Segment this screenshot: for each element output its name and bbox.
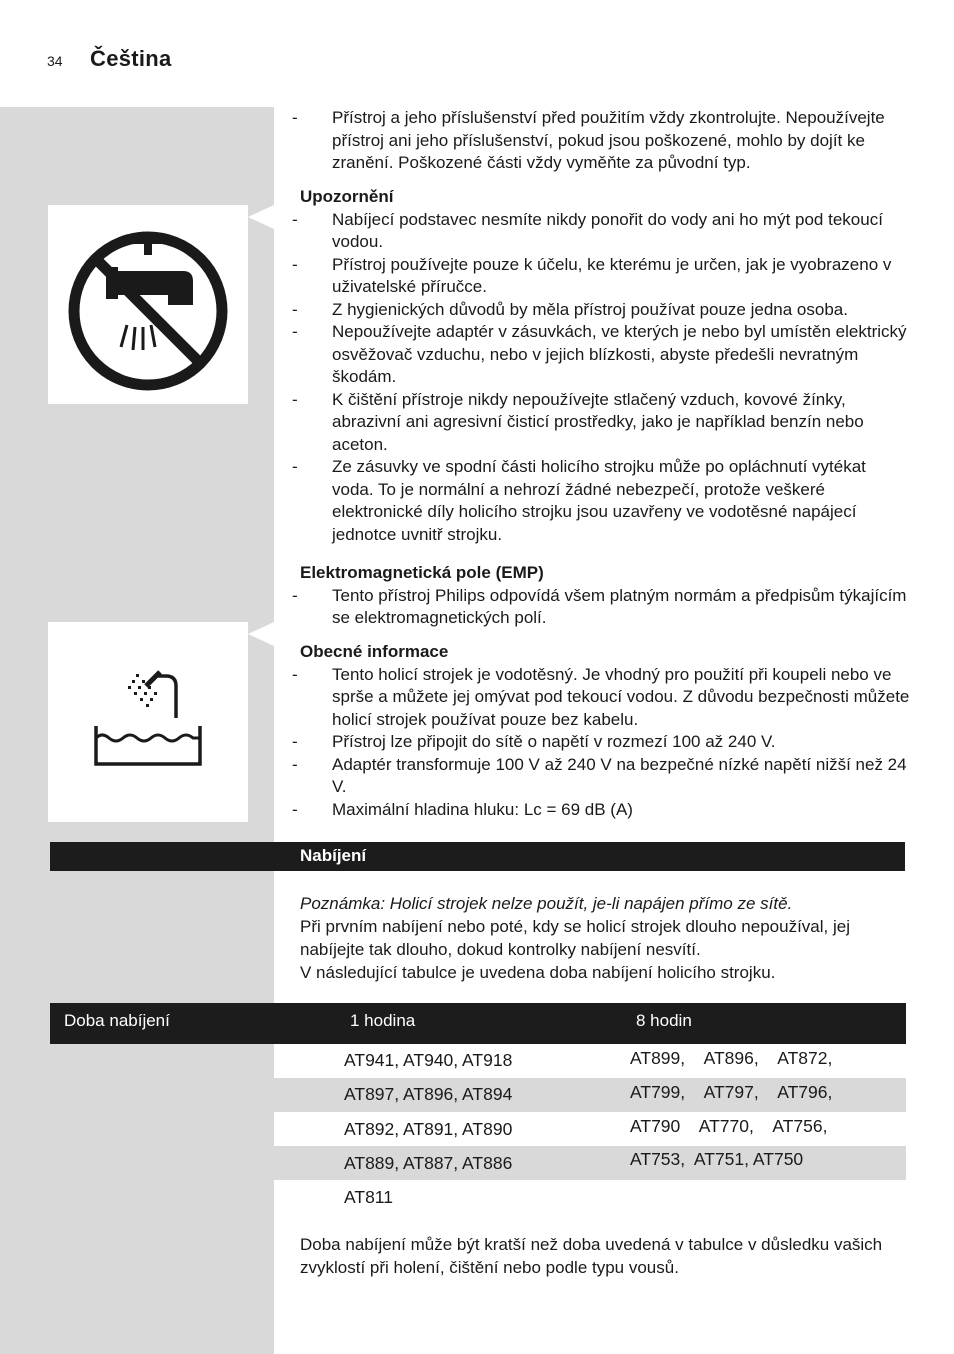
charging-heading: Nabíjení <box>300 846 367 865</box>
list-item: - K čištění přístroje nikdy nepoužívejte stlačený vzduch, kovové žínky, abrazivní ani agresivní čisticí prostředky, jako je například benzín nebo aceton. <box>292 389 910 457</box>
list-item: - Tento přístroj Philips odpovídá všem platným normám a předpisům týkajícím se elektromagnetických polí. <box>292 585 910 630</box>
charging-paragraph: Při prvním nabíjení nebo poté, kdy se holicí strojek dlouho nepoužíval, jej nabíjejte tak dlouho, dokud kontrolky nabíjení nesvítí. <box>300 917 850 959</box>
list-item: - Přístroj používejte pouze k účelu, ke kterému je určen, jak je vyobrazeno v uživatelské příručce. <box>292 254 910 299</box>
icon-box-no-water <box>48 205 248 404</box>
charging-paragraph: V následující tabulce je uvedena doba nabíjení holicího strojku. <box>300 963 776 982</box>
charging-footnote: Doba nabíjení může být kratší než doba uvedená v tabulce v důsledku vašich zvyklostí při holení, čištění nebo podle typu vousů. <box>300 1235 883 1277</box>
list-item: - Adaptér transformuje 100 V až 240 V na bezpečné nízké napětí nižší než 24 V. <box>292 754 910 799</box>
table-header-cell: 1 hodina <box>350 1011 416 1030</box>
general-heading: Obecné informace <box>300 642 449 661</box>
charging-text <box>300 892 900 984</box>
table-header-cell: 8 hodin <box>636 1011 692 1030</box>
no-tap-water-icon <box>48 205 248 404</box>
intro-bullets <box>292 107 910 175</box>
page-number: 34 <box>47 53 63 69</box>
charging-heading-band <box>50 842 905 871</box>
table-cell: AT799, AT797, AT796, <box>630 1082 833 1102</box>
icon-pointer <box>248 622 274 646</box>
list-item: - Přístroj a jeho příslušenství před použitím vždy zkontrolujte. Nepoužívejte přístroj ani jeho příslušenství, pokud jsou poškozené, mohlo by dojít ke zranění. Poškozené části vždy vyměňte za původní typ. <box>292 107 910 175</box>
list-item: - Tento holicí strojek je vodotěsný. Je vhodný pro použití při koupeli nebo ve sprše a můžete jej omývat pod tekoucí vodou. Z důvodu bezpečnosti můžete holicí strojek používat pouze bez kabelu. <box>292 664 910 732</box>
icon-pointer <box>248 205 274 229</box>
shower-bath-icon <box>48 622 248 822</box>
list-item: - Nabíjecí podstavec nesmíte nikdy ponořit do vody ani ho mýt pod tekoucí vodou. <box>292 209 910 254</box>
table-cell: AT790 AT770, AT756, <box>630 1116 828 1136</box>
table-cell: AT899, AT896, AT872, <box>630 1048 833 1068</box>
charging-note: Poznámka: Holicí strojek nelze použít, je-li napájen přímo ze sítě. <box>300 894 793 913</box>
emf-section <box>292 562 910 630</box>
section-language-title: Čeština <box>90 46 172 71</box>
icon-box-shower <box>48 622 248 822</box>
list-item: - Z hygienických důvodů by měla přístroj používat pouze jedna osoba. <box>292 299 910 322</box>
general-section <box>292 641 910 821</box>
table-cell: AT753, AT751, AT750 <box>630 1149 804 1169</box>
list-item: - Maximální hladina hluku: Lc = 69 dB (A) <box>292 799 910 822</box>
table-cell: AT811 <box>344 1187 393 1207</box>
emf-heading: Elektromagnetická pole (EMP) <box>300 563 544 582</box>
caution-heading: Upozornění <box>300 187 394 206</box>
table-cell: AT889, AT887, AT886 <box>344 1153 513 1173</box>
list-item: - Nepoužívejte adaptér v zásuvkách, ve kterých je nebo byl umístěn elektrický osvěžovač vzduchu, nebo v jejich blízkosti, abyste předešli nevratným škodám. <box>292 321 910 389</box>
table-cell: AT897, AT896, AT894 <box>344 1084 513 1104</box>
list-item: - Ze zásuvky ve spodní části holicího strojku může po opláchnutí vytékat voda. To je normální a nehrozí žádné nebezpečí, protože veškeré elektronické díly holicího strojku jsou uzavřeny ve vodotěsné napájecí jednotce uvnitř strojku. <box>292 456 910 546</box>
table-header-cell: Doba nabíjení <box>64 1011 170 1030</box>
table-cell: AT941, AT940, AT918 <box>344 1050 513 1070</box>
table-cell: AT892, AT891, AT890 <box>344 1119 513 1139</box>
list-item: - Přístroj lze připojit do sítě o napětí v rozmezí 100 až 240 V. <box>292 731 910 754</box>
table-header <box>50 1003 906 1044</box>
caution-section <box>292 186 910 546</box>
